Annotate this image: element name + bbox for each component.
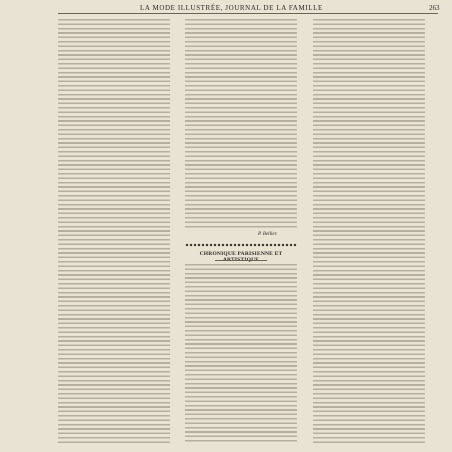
running-header: LA MODE ILLUSTRÉE, JOURNAL DE LA FAMILLE <box>140 4 323 12</box>
text-column-middle-lower <box>185 264 297 444</box>
text-column-middle <box>185 19 297 228</box>
body-text <box>313 19 425 444</box>
body-text <box>58 19 170 444</box>
section-title: CHRONIQUE PARISIENNE ET <box>199 251 283 257</box>
ornament-divider <box>185 241 297 249</box>
body-text <box>185 264 297 444</box>
body-text <box>185 19 297 228</box>
header-rule <box>58 13 438 14</box>
title-rule <box>215 260 267 261</box>
text-column-left <box>58 19 170 444</box>
text-column-right <box>313 19 425 444</box>
article-signature: P. Bellier. <box>258 232 278 237</box>
page-number: 263 <box>429 4 440 12</box>
